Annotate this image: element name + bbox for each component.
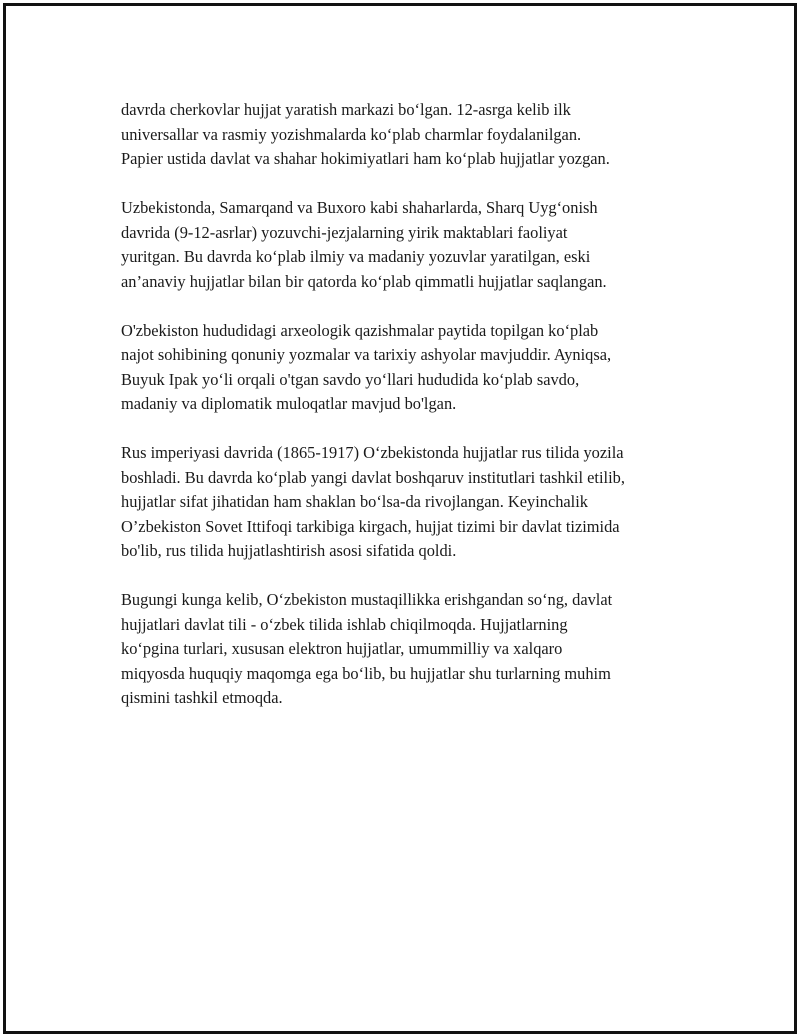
text-line: boshladi. Bu davrda ko‘plab yangi davlat boshqaruv institutlari tashkil etilib, — [121, 467, 625, 487]
text-line: ko‘pgina turlari, xususan elektron hujjatlar, umummilliy va xalqaro — [121, 639, 563, 658]
page-frame — [3, 3, 797, 1034]
text-line: qismini tashkil etmoqda. — [121, 688, 283, 707]
text-line: Bugungi kunga kelib, O‘zbekiston mustaqillikka erishgandan so‘ng, davlat — [121, 590, 613, 609]
text-line: hujjatlari davlat tili - o‘zbek tilida ishlab chiqilmoqda. Hujjatlarning — [121, 614, 568, 634]
text-line: hujjatlar sifat jihatidan ham shaklan bo‘lsa-da rivojlangan. Keyinchalik — [121, 492, 588, 511]
text-line: najot sohibining qonuniy yozmalar va tarixiy ashyolar mavjuddir. Ayniqsa, — [121, 345, 612, 364]
text-line: Papier ustida davlat va shahar hokimiyatlari ham ko‘plab hujjatlar yozgan. — [121, 149, 610, 168]
document-body — [121, 98, 711, 735]
paragraph-2 — [121, 196, 711, 294]
text-line: yuritgan. Bu davrda ko‘plab ilmiy va madaniy yozuvlar yaratilgan, eski — [121, 247, 591, 266]
text-line: Buyuk Ipak yo‘li orqali o'tgan savdo yo‘llari hududida ko‘plab savdo, — [121, 369, 580, 389]
text-line: miqyosda huquqiy maqomga ega bo‘lib, bu hujjatlar shu turlarning muhim — [121, 663, 611, 683]
text-line: universallar va rasmiy yozishmalarda ko‘plab charmlar foydalanilgan. — [121, 124, 582, 144]
text-line: davrida (9-12-asrlar) yozuvchi-jezjalarning yirik maktablari faoliyat — [121, 222, 568, 242]
text-line: bo'lib, rus tilida hujjatlashtirish asosi sifatida qoldi. — [121, 541, 457, 560]
paragraph-1 — [121, 98, 711, 172]
paragraph-3 — [121, 319, 711, 417]
text-line: davrda cherkovlar hujjat yaratish markazi bo‘lgan. 12-asrga kelib ilk — [121, 100, 571, 119]
text-line: O'zbekiston hududidagi arxeologik qazishmalar paytida topilgan ko‘plab — [121, 320, 599, 340]
paragraph-4 — [121, 441, 711, 564]
text-line: madaniy va diplomatik muloqatlar mavjud bo'lgan. — [121, 394, 457, 413]
text-line: an’anaviy hujjatlar bilan bir qatorda ko‘plab qimmatli hujjatlar saqlangan. — [121, 271, 607, 291]
text-line: Uzbekistonda, Samarqand va Buxoro kabi shaharlarda, Sharq Uyg‘onish — [121, 198, 598, 217]
text-line: Rus imperiyasi davrida (1865-1917) O‘zbekistonda hujjatlar rus tilida yozila — [121, 443, 624, 462]
paragraph-5 — [121, 588, 711, 711]
text-line: O’zbekiston Sovet Ittifoqi tarkibiga kirgach, hujjat tizimi bir davlat tizimida — [121, 516, 620, 536]
